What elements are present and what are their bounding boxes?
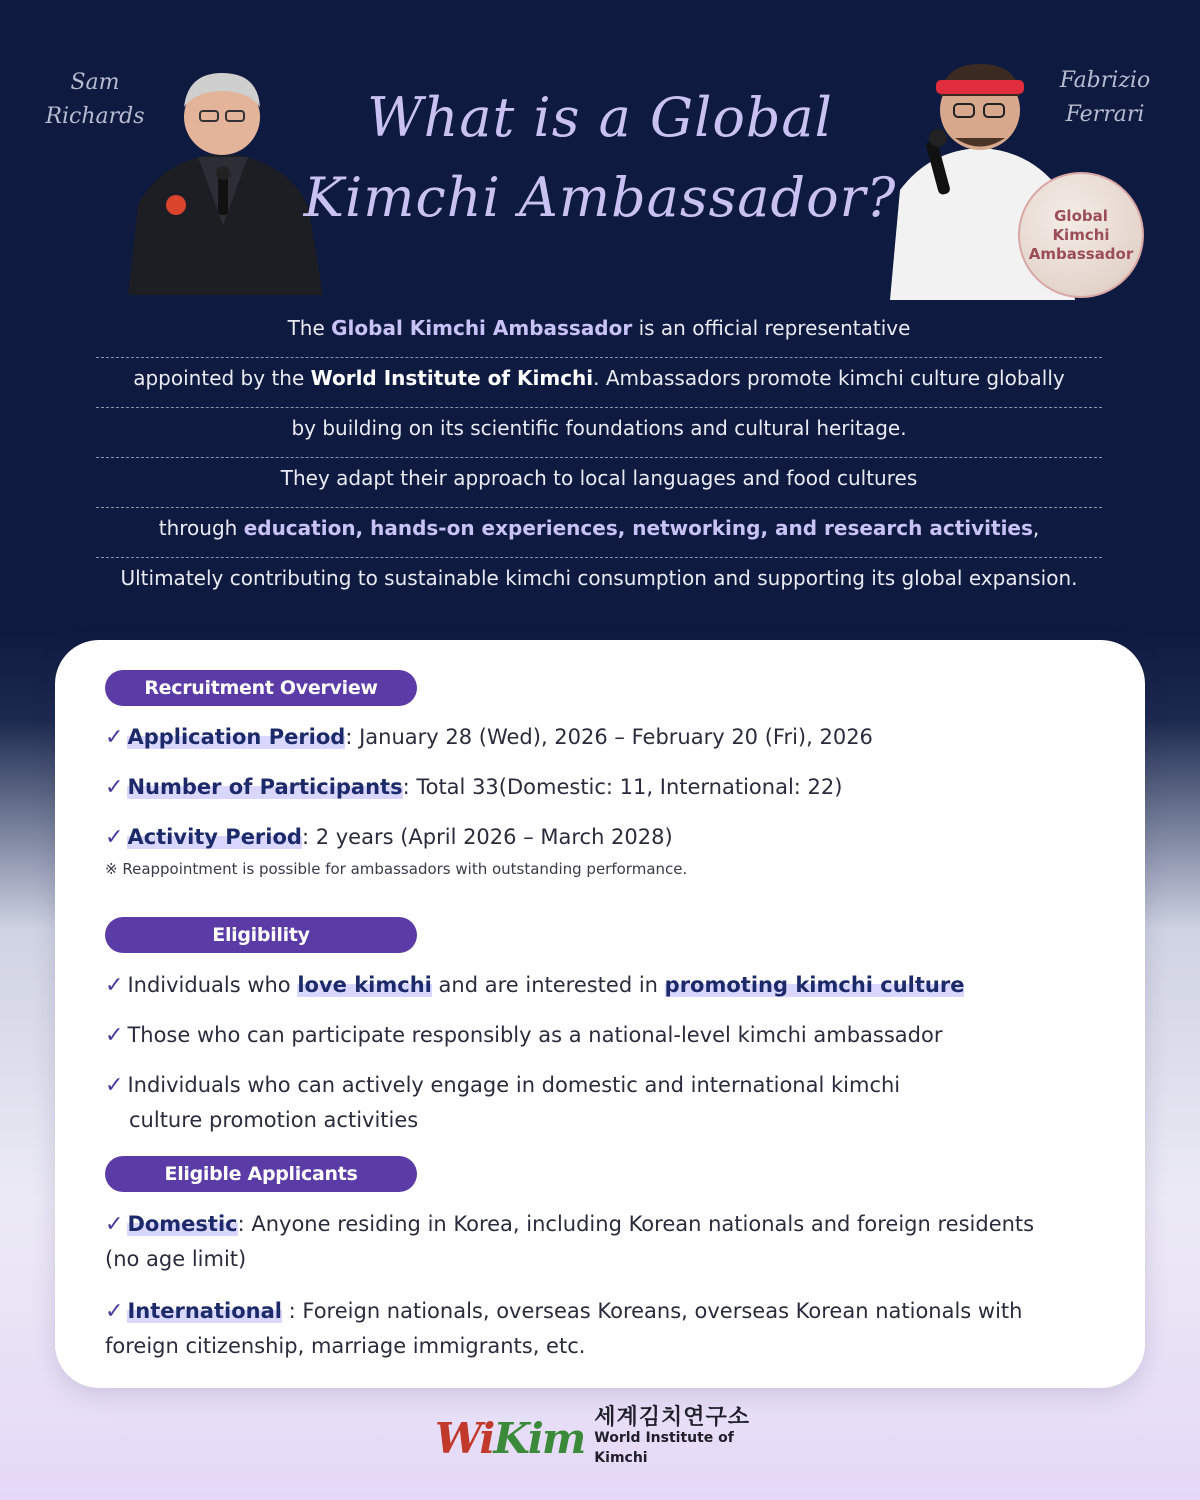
portrait-sam-richards bbox=[118, 55, 328, 295]
wikim-logo-text: 세계김치연구소 World Institute of Kimchi bbox=[594, 1405, 751, 1466]
reappointment-note: ※ Reappointment is possible for ambassadors with outstanding performance. bbox=[105, 860, 688, 878]
check-icon: ✓ bbox=[105, 725, 124, 750]
check-icon: ✓ bbox=[105, 1023, 124, 1048]
check-icon: ✓ bbox=[105, 1073, 124, 1098]
check-icon: ✓ bbox=[105, 825, 124, 850]
eligibility-item: ✓ Individuals who can actively engage in domestic and international kimchi culture promotion activities bbox=[105, 1073, 901, 1132]
check-icon: ✓ bbox=[105, 775, 124, 800]
intro-line: Ultimately contributing to sustainable kimchi consumption and supporting its global expansion. bbox=[120, 566, 1078, 590]
check-icon: ✓ bbox=[105, 1212, 124, 1237]
speaker-name-left: Sam Richards bbox=[45, 70, 145, 129]
page-title: What is a Global Kimchi Ambassador? bbox=[303, 86, 897, 229]
wikim-logo-mark: WiKim bbox=[435, 1413, 585, 1463]
eligibility-item: ✓ Individuals who love kimchi and are interested in promoting kimchi culture bbox=[105, 973, 965, 998]
eligibility-heading: Eligibility bbox=[105, 917, 417, 953]
domestic-row: ✓ Domestic: Anyone residing in Korea, including Korean nationals and foreign residents (no age limit) bbox=[105, 1212, 1035, 1271]
intro-line: They adapt their approach to local languages and food cultures bbox=[96, 458, 1102, 508]
wikim-logo bbox=[435, 1405, 775, 1466]
intro-line: The Global Kimchi Ambassador is an official representative bbox=[96, 308, 1102, 358]
intro-line: through education, hands-on experiences, networking, and research activities, bbox=[96, 508, 1102, 558]
intro-text bbox=[96, 308, 1102, 608]
check-icon: ✓ bbox=[105, 1299, 124, 1324]
international-row: ✓ International : Foreign nationals, overseas Koreans, overseas Korean nationals with foreign citizenship, marriage immigrants, etc. bbox=[105, 1299, 1023, 1358]
info-card bbox=[55, 640, 1145, 1388]
eligible-applicants-heading: Eligible Applicants bbox=[105, 1156, 417, 1192]
check-icon: ✓ bbox=[105, 973, 124, 998]
application-period-row: ✓ Application Period: January 28 (Wed), 2026 – February 20 (Fri), 2026 bbox=[105, 725, 873, 750]
recruitment-overview-heading: Recruitment Overview bbox=[105, 670, 417, 706]
intro-line: appointed by the World Institute of Kimchi. Ambassadors promote kimchi culture globally bbox=[96, 358, 1102, 408]
intro-line: by building on its scientific foundations and cultural heritage. bbox=[96, 408, 1102, 458]
eligibility-item: ✓ Those who can participate responsibly as a national-level kimchi ambassador bbox=[105, 1023, 943, 1048]
speaker-name-right: Fabrizio Ferrari bbox=[1059, 68, 1151, 127]
global-ambassador-badge: Global Kimchi Ambassador bbox=[1018, 172, 1144, 298]
participants-row: ✓ Number of Participants: Total 33(Domestic: 11, International: 22) bbox=[105, 775, 843, 800]
activity-period-row: ✓ Activity Period: 2 years (April 2026 – March 2028) bbox=[105, 825, 673, 850]
